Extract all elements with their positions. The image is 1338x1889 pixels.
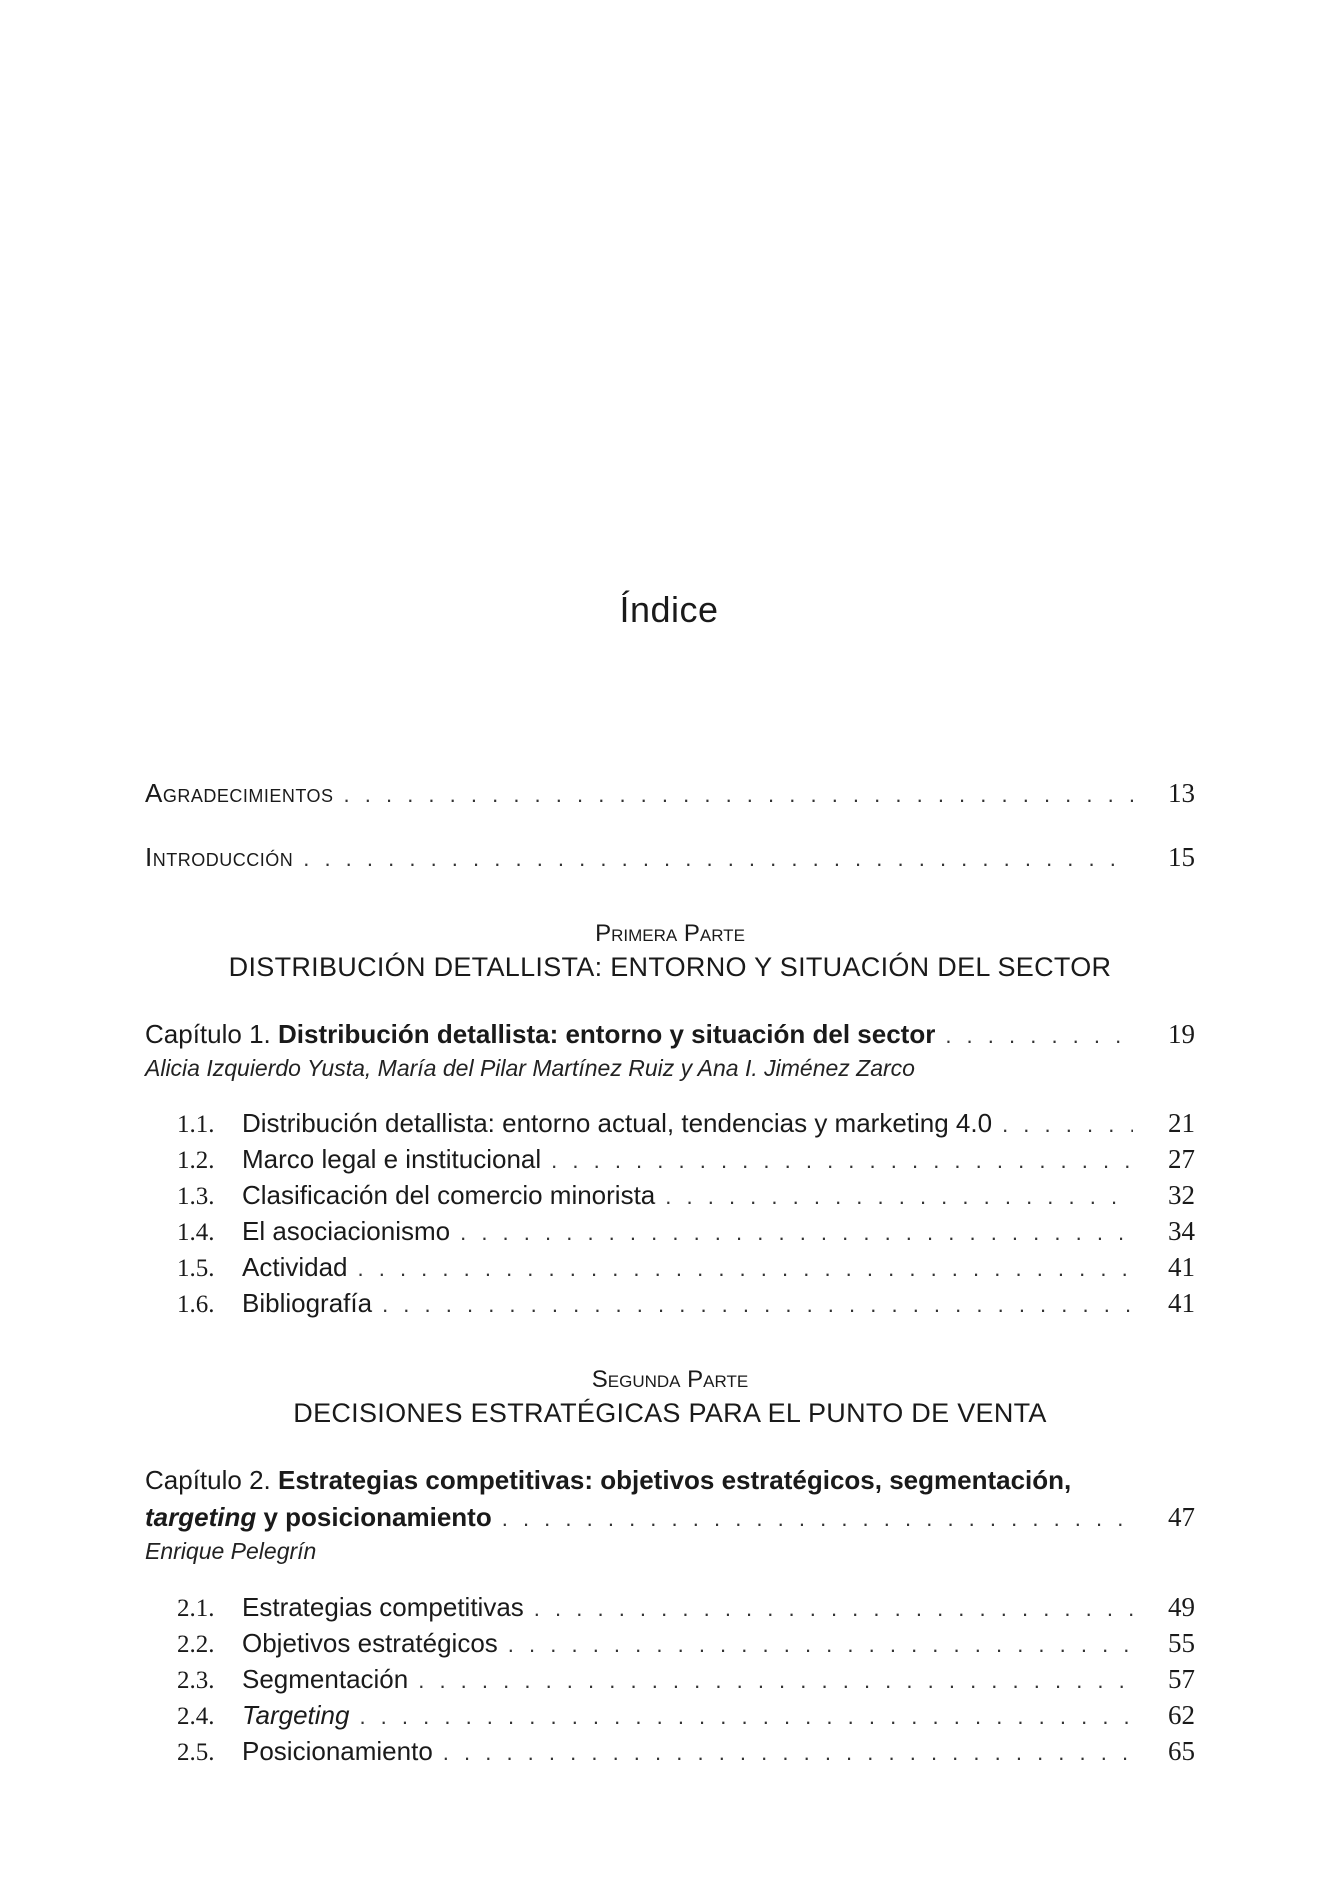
page-number: 55: [1168, 1628, 1195, 1658]
dot-leader: [508, 1628, 1133, 1662]
page-number: 41: [1168, 1288, 1195, 1318]
section-number: 2.3.: [177, 1667, 215, 1694]
section-label: Segmentación: [242, 1664, 409, 1694]
page-number: 34: [1168, 1216, 1195, 1246]
toc-chapter-2-line-2[interactable]: [145, 1500, 1195, 1536]
toc-chapter-2-line-1[interactable]: [145, 1463, 1195, 1497]
chapter-prefix: Capítulo 1.: [145, 1019, 271, 1049]
toc-section-1-5[interactable]: [145, 1250, 1195, 1286]
dot-leader: [945, 1019, 1133, 1053]
chapter-authors: Alicia Izquierdo Yusta, María del Pilar Martínez Ruiz y Ana I. Jiménez Zarco: [145, 1055, 915, 1081]
section-number: 2.5.: [177, 1739, 215, 1766]
section-number: 2.1.: [177, 1595, 215, 1622]
toc-section-2-4[interactable]: [145, 1698, 1195, 1734]
section-label: Clasificación del comercio minorista: [242, 1180, 656, 1210]
dot-leader: [359, 1700, 1133, 1734]
section-number: 1.3.: [177, 1183, 215, 1210]
page-number: 32: [1168, 1180, 1195, 1210]
section-number: 2.2.: [177, 1631, 215, 1658]
page-number: 13: [1168, 778, 1195, 808]
page-number: 19: [1168, 1019, 1195, 1049]
toc-entry-label: Agradecimientos: [145, 778, 334, 808]
page-number: 15: [1168, 842, 1195, 872]
section-number: 2.4.: [177, 1703, 215, 1730]
section-number: 1.2.: [177, 1147, 215, 1174]
toc-section-1-1[interactable]: [145, 1106, 1195, 1142]
toc-section-1-6[interactable]: [145, 1286, 1195, 1322]
part-title: DISTRIBUCIÓN DETALLISTA: ENTORNO Y SITUACIÓN DEL SECTOR: [228, 952, 1112, 982]
toc-entry-introduccion[interactable]: [145, 840, 1195, 876]
section-label: Estrategias competitivas: [242, 1592, 524, 1622]
chapter-title: Estrategias competitivas: objetivos estratégicos, segmentación,: [277, 1465, 1072, 1495]
dot-leader: [551, 1144, 1133, 1178]
section-label: Posicionamiento: [242, 1736, 433, 1766]
dot-leader: [443, 1736, 1133, 1770]
dot-leader: [502, 1502, 1133, 1536]
section-label: Actividad: [242, 1252, 348, 1282]
toc-section-2-3[interactable]: [145, 1662, 1195, 1698]
dot-leader: [665, 1180, 1133, 1214]
toc-section-1-4[interactable]: [145, 1214, 1195, 1250]
section-label: Objetivos estratégicos: [242, 1628, 498, 1658]
page-number: 47: [1168, 1502, 1195, 1532]
dot-leader: [358, 1252, 1134, 1286]
dot-leader: [418, 1664, 1133, 1698]
toc-entry-label: Introducción: [145, 842, 294, 872]
section-number: 1.5.: [177, 1255, 215, 1282]
dot-leader: [303, 842, 1133, 876]
section-number: 1.6.: [177, 1291, 215, 1318]
chapter-title: Distribución detallista: entorno y situación del sector: [277, 1019, 936, 1049]
page-number: 49: [1168, 1592, 1195, 1622]
dot-leader: [534, 1592, 1133, 1626]
page-number: 65: [1168, 1736, 1195, 1766]
toc-section-1-2[interactable]: [145, 1142, 1195, 1178]
section-label: Distribución detallista: entorno actual, tendencias y marketing 4.0: [242, 1108, 993, 1138]
part-label: Segunda Parte: [591, 1366, 749, 1393]
section-label: Targeting: [242, 1700, 350, 1730]
dot-leader: [344, 778, 1133, 812]
page-number: 41: [1168, 1252, 1195, 1282]
chapter-title-rest: y posicionamiento: [256, 1502, 492, 1532]
toc-section-1-3[interactable]: [145, 1178, 1195, 1214]
section-number: 1.1.: [177, 1111, 215, 1138]
toc-section-2-2[interactable]: [145, 1626, 1195, 1662]
page-title: Índice: [619, 589, 719, 631]
chapter-title-italic: targeting: [145, 1502, 257, 1532]
page-number: 57: [1168, 1664, 1195, 1694]
section-label: Bibliografía: [242, 1288, 373, 1318]
page-number: 21: [1168, 1108, 1195, 1138]
page-number: 27: [1168, 1144, 1195, 1174]
section-number: 1.4.: [177, 1219, 215, 1246]
toc-entry-agradecimientos[interactable]: [145, 776, 1195, 812]
dot-leader: [1002, 1108, 1133, 1142]
toc-section-2-5[interactable]: [145, 1734, 1195, 1770]
section-label: Marco legal e institucional: [242, 1144, 542, 1174]
page-number: 62: [1168, 1700, 1195, 1730]
toc-chapter-1[interactable]: [145, 1017, 1195, 1053]
dot-leader: [460, 1216, 1133, 1250]
chapter-authors: Enrique Pelegrín: [145, 1538, 317, 1564]
dot-leader: [382, 1288, 1133, 1322]
part-label: Primera Parte: [595, 920, 745, 947]
section-label: El asociacionismo: [242, 1216, 451, 1246]
chapter-prefix: Capítulo 2.: [145, 1465, 271, 1495]
toc-section-2-1[interactable]: [145, 1590, 1195, 1626]
part-title: DECISIONES ESTRATÉGICAS PARA EL PUNTO DE VENTA: [293, 1398, 1047, 1428]
